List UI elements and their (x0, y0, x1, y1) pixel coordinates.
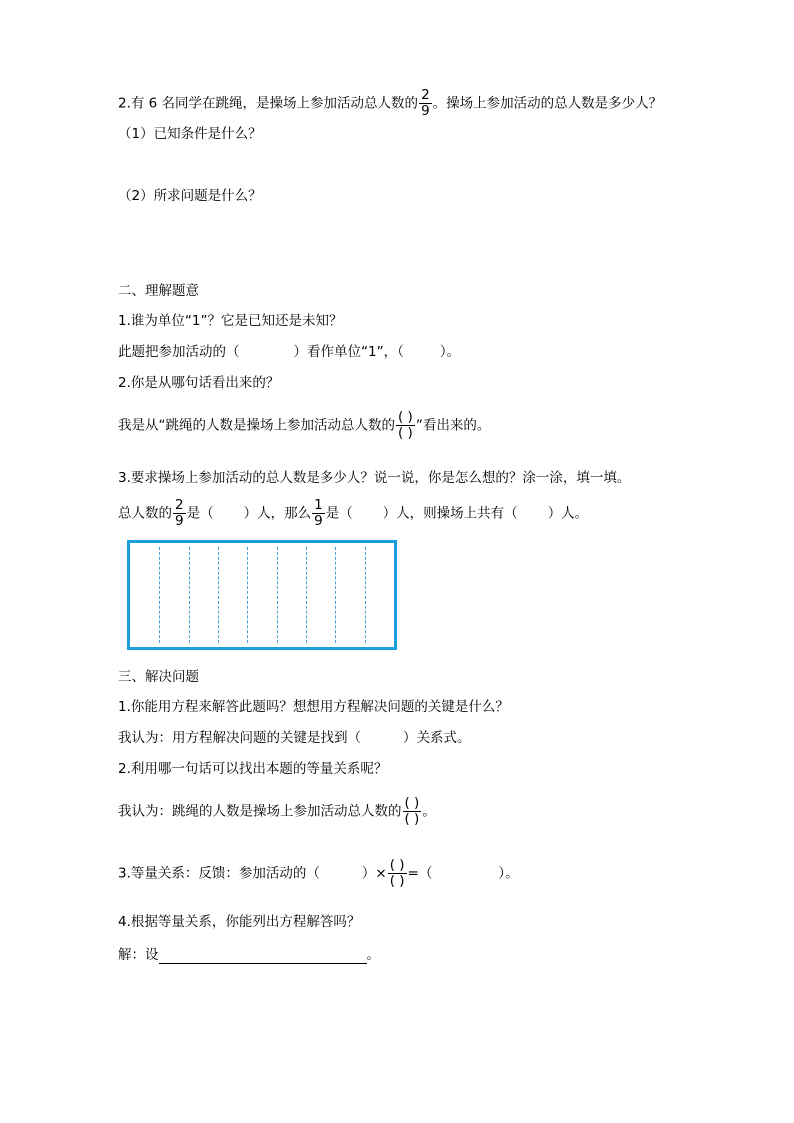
grid-divider (277, 547, 278, 643)
blank-fraction: $\frac{( )}{( )}$ (404, 795, 420, 827)
question-2-suffix: 。操场上参加活动的总人数是多少人？ (432, 95, 663, 112)
grid-divider (247, 547, 248, 643)
section-2-title: 二、理解题意 (118, 283, 199, 299)
blank-fraction: $\frac{( )}{( )}$ (389, 857, 405, 889)
sec3-question-1: 1.你能用方程来解答此题吗？想想用方程解决问题的关键是什么？ (118, 699, 509, 715)
ninths-grid[interactable] (127, 540, 397, 650)
question-2 (118, 88, 662, 119)
grid-divider (159, 547, 160, 643)
sec3-question-1-fill: 我认为：用方程解决问题的关键是找到（ ）关系式。 (118, 730, 471, 746)
grid-divider (218, 547, 219, 643)
sec2-question-3-fill: 总人数的 $\frac{2}{9}$ 是（ ）人，那么 $\frac{1}{9}$ 是（ ）人，则操场上共有（ ）人。 (118, 497, 589, 529)
sec3-question-2-fill: 我认为：跳绳的人数是操场上参加活动总人数的 $\frac{( )}{( )}$ 。 (118, 795, 436, 827)
sec2-question-2: 2.你是从哪句话看出来的？ (118, 375, 280, 391)
blank-fraction: $\frac{( )}{( )}$ (398, 409, 413, 441)
section-3-title: 三、解决问题 (118, 669, 199, 685)
fraction-1-9: $\frac{1}{9}$ (314, 497, 323, 529)
sec3-question-2: 2.利用哪一句话可以找出本题的等量关系呢？ (118, 761, 388, 777)
question-2-sub2: （2）所求问题是什么？ (118, 188, 262, 204)
sec2-question-1: 1.谁为单位“1”？它是已知还是未知？ (118, 313, 343, 329)
grid-divider (335, 547, 336, 643)
question-2-prefix: 2.有 6 名同学在跳绳，是操场上参加活动总人数的 (118, 95, 419, 112)
answer-blank[interactable] (159, 949, 367, 964)
grid-divider (365, 547, 366, 643)
fraction-2-9: $\frac{2}{9}$ (175, 497, 184, 529)
sec3-question-3: 3.等量关系：反馈：参加活动的（ ）× $\frac{( )}{( )}$ =（ ）。 (118, 857, 519, 889)
sec2-question-3: 3.要求操场上参加活动的总人数是多少人？说一说，你是怎么想的？涂一涂，填一填。 (118, 470, 631, 486)
question-2-sub1: （1）已知条件是什么？ (118, 126, 262, 142)
sec3-question-4: 4.根据等量关系，你能列出方程解答吗？ (118, 914, 361, 930)
grid-divider (306, 547, 307, 643)
sec2-question-2-fill: 我是从“跳绳的人数是操场上参加活动总人数的 $\frac{( )}{( )}$ ”看出来的。 (118, 409, 491, 441)
sec2-question-1-fill: 此题把参加活动的（ ）看作单位“1”，（ ）。 (118, 344, 461, 360)
grid-divider (189, 547, 190, 643)
fraction-2-9: $\frac{2}{9}$ (421, 87, 430, 119)
sec3-question-4-fill: 解：设 。 (118, 947, 380, 963)
